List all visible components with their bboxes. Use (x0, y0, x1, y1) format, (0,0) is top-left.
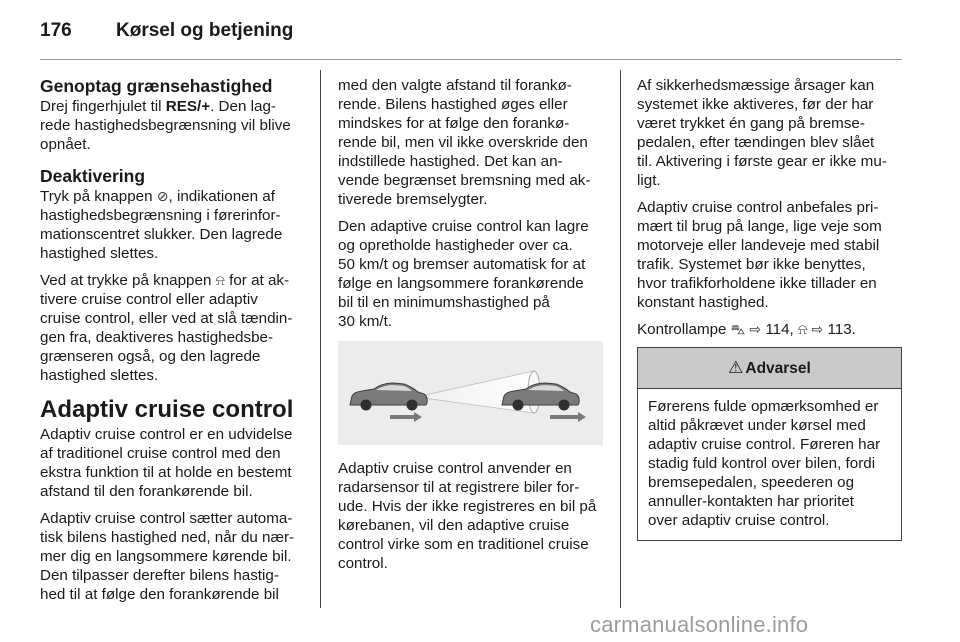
paragraph-resume: Drej fingerhjulet til RES/+. Den lag- rede hastighedsbegrænsning vil blive opnået. (40, 98, 291, 153)
page-header (40, 20, 902, 60)
vehicle-ahead-lamp-icon: ⛍ (730, 321, 746, 337)
paragraph-c2-1: med den valgte afstand til forankø- rende. Bilens hastighed øges eller mindskes for at følge den forankø- rende bil, men vil ikke overskride den indstillede hastighed. Det kan an- vende begrænset bremsning med ak- tiverede bremselygter. (338, 77, 591, 208)
chapter-title: Kørsel og betjening (116, 20, 294, 41)
paragraph-deactivation-2: Ved at trykke på knappen ⍾ for at ak- tivere cruise control eller adaptiv cruise control, eller ved at slå tændin- gen fra, deaktiveres hastighedsbe- grænseren også, og den lagrede hastighed slettes. (40, 272, 293, 384)
res-key-label: RES/+ (165, 98, 211, 115)
paragraph-c3-1: Af sikkerhedsmæssige årsager kan systemet ikke aktiveres, før der har været trykket én gang på bremse- pedalen, efter tændingen blev slået til. Aktivering i første gear er ikke mu- ligt. (637, 77, 887, 189)
radar-illustration (338, 341, 603, 445)
radar-illustration-svg (338, 341, 603, 445)
paragraph-c3-2: Adaptiv cruise control anbefales pri- mært til brug på lange, lige veje som motorveje eller landeveje med stabil trafik. Systemet bør ikke benyttes, hvor trafikforholdene ikke tillader en konstant hastighed. (637, 199, 882, 311)
header-rule (40, 59, 902, 60)
column-1 (40, 76, 304, 612)
heading-adaptive-cruise-control: Adaptiv cruise control (40, 396, 294, 423)
paragraph-c2-3: Adaptiv cruise control anvender en radarsensor til at registrere biler for- ude. Hvis der ikke registreres en bil på kørebanen, vil den adaptive cruise control virke som en traditionel cruise control. (338, 460, 597, 572)
cruise-control-icon: ⍾ (215, 272, 225, 288)
paragraph-acc-2: Adaptiv cruise control sætter automa- tisk bilens hastighed ned, når du nær- mer dig en langsommere kørende bil. Den tilpasser derefter bilens hastig- hed til at følge den forankørende bil (40, 510, 295, 603)
direction-arrow (390, 412, 422, 422)
heading-resume: Genoptag grænsehastighed (40, 76, 273, 96)
column-2 (338, 76, 603, 581)
paragraph-control-lamp: Kontrollampe ⛍ ⇨ 114, ⍾ ⇨ 113. (637, 321, 856, 338)
speed-limiter-icon: ⊘ (156, 188, 169, 204)
page-reference-arrow-icon: ⇨ (811, 321, 824, 337)
column-separator (320, 70, 321, 608)
paragraph-c2-2: Den adaptive cruise control kan lagre og opretholde hastigheder over ca. 50 km/t og bremser automatisk for at følge en langsommere forankørende bil til en minimumshastighed på 30 km/t. (338, 218, 589, 330)
direction-arrow (550, 412, 586, 422)
own-car-icon (350, 383, 427, 411)
warning-box (637, 347, 902, 541)
paragraph-deactivation-1: Tryk på knappen ⊘, indikationen af hastighedsbegrænsning i førerinfor- mationscentret slukker. Den lagrede hastighed slettes. (40, 188, 283, 262)
watermark: carmanualsonline.info (590, 612, 809, 637)
paragraph-acc-1: Adaptiv cruise control er en udvidelse af traditionel cruise control med den ekstra funktion til at holde en bestemt afstand til den forankørende bil. (40, 426, 293, 500)
column-separator (620, 70, 621, 608)
page-reference-arrow-icon: ⇨ (749, 321, 762, 337)
column-3 (637, 76, 902, 541)
warning-header (638, 348, 901, 389)
page-number: 176 (40, 20, 72, 41)
cruise-control-icon: ⍾ (798, 321, 808, 337)
warning-triangle-icon: ⚠ (728, 358, 744, 377)
warning-title: Advarsel (745, 360, 811, 377)
heading-deactivation: Deaktivering (40, 166, 146, 186)
warning-text: Førerens fulde opmærksomhed er altid påkrævet under kørsel med adaptiv cruise control. Føreren har stadig fuld kontrol over bilen, fordi bremsepedalen, speederen og annuller-kontakten har prioritet over adaptiv cruise control. (648, 398, 881, 529)
